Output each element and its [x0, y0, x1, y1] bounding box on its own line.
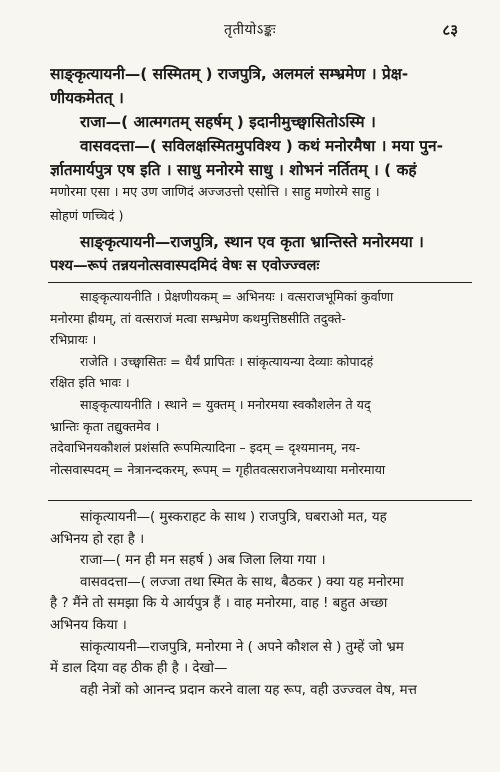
translation-line: है ? मैंने तो समझा कि ये आर्यपुत्र हैं । वाह मनोरमा, वाह ! बहुत अच्छा	[50, 596, 388, 612]
translation-line: वही नेत्रों को आनन्द प्रदान करने वाला यह रूप, वही उज्ज्वल वेष, मत्त	[80, 682, 417, 698]
play-line: साङ्कृत्यायनी—( सस्मितम् ) राजपुत्रि, अलमलं सम्भ्रमेण । प्रेक्ष-	[50, 65, 409, 83]
divider	[48, 282, 472, 283]
commentary-line: साङ्कृत्यायनीति । प्रेक्षणीयकम् = अभिनयः । वत्सराजभूमिकां कुर्वाणा	[80, 289, 394, 304]
play-line: णीयकमेतत् ।	[50, 89, 124, 107]
play-line: पश्य—रूपं तन्नयनोत्सवास्पदमिदं वेषः स एवोज्ज्वलः	[50, 257, 320, 274]
commentary-line: रक्षित इति भावः ।	[50, 375, 130, 391]
play-line: साङ्कृत्यायनी—राजपुत्रि, स्थान एव कृता भ्रान्तिस्ते मनोरमया ।	[80, 233, 424, 251]
commentary-line: तदेवाभिनयकौशलं प्रशंसति रूपमित्यादिना – इदम् = दृश्यमानम्, नय-	[50, 440, 361, 456]
commentary-line: भ्रान्तिः कृता तद्युक्तमेव ।	[50, 418, 160, 434]
translation-line: सांकृत्यायनी—( मुस्कराहट के साथ ) राजपुत्रि, घबराओ मत, यह	[80, 510, 387, 525]
translation-line: वासवदत्ता—( लज्जा तथा स्मित के साथ, बैठकर ) क्या यह मनोरमा	[80, 574, 404, 590]
commentary-line: मनोरमा ह्रीयम्, तां वत्सराजं मत्वा सम्भ्रमेण कथमुत्तिष्ठसीति तदुक्ते-	[50, 310, 346, 326]
commentary-line: राजेति । उच्छ्वासितः = धैर्यं प्रापितः । सांकृत्यायन्या देव्याः कोपादहं	[80, 353, 374, 369]
translation-line: राजा—( मन ही मन सहर्ष ) अब जिला लिया गया ।	[80, 553, 326, 569]
play-line: सोहणं णच्चिदं )	[50, 209, 124, 224]
running-title: तृतीयोऽङ्कः	[223, 22, 277, 38]
translation-line: सांकृत्यायनी—राजपुत्रि, मनोरमा ने ( अपने कौशल से ) तुम्हें जो भ्रम	[80, 639, 404, 655]
translation-line: अभिनय हो रहा है ।	[50, 531, 145, 547]
commentary-line: रभिप्रायः ।	[50, 332, 97, 348]
play-line: र्ज्ञातमार्यपुत्र एष इति । साधु मनोरमे साधु । शोभनं नर्तितम् । ( कहं	[50, 161, 417, 179]
commentary-line: नोत्सवास्पदम् = नेत्रानन्दकरम्, रूपम् = गृहीतवत्सराजनेपथ्याया मनोरमाया	[50, 461, 386, 477]
play-line: मणोरमा एसा । मए उण जाणिदं अज्जउत्तो एसोत्ति । साहु मणोरमे साहु ।	[50, 185, 380, 200]
play-line: वासवदत्ता—( सविलक्षस्मितमुपविश्य ) कथं मनोरमैषा । मया पुन-	[80, 137, 443, 155]
hindi-translation	[50, 508, 468, 702]
translation-line: में डाल दिया वह ठीक ही है । देखो—	[50, 661, 228, 677]
translation-line: अभिनय किया ।	[50, 617, 127, 633]
page-number: ८३	[442, 21, 458, 39]
divider	[48, 500, 472, 501]
play-text	[50, 64, 468, 280]
page-header	[0, 20, 500, 44]
play-line: राजा—( आत्मगतम् सहर्षम् ) इदानीमुच्छ्वासितोऽस्मि ।	[80, 113, 376, 131]
commentary	[50, 288, 468, 482]
commentary-line: साङ्कृत्यायनीति । स्थाने = युक्तम् । मनोरमया स्वकौशलेन ते यद्	[80, 396, 371, 412]
